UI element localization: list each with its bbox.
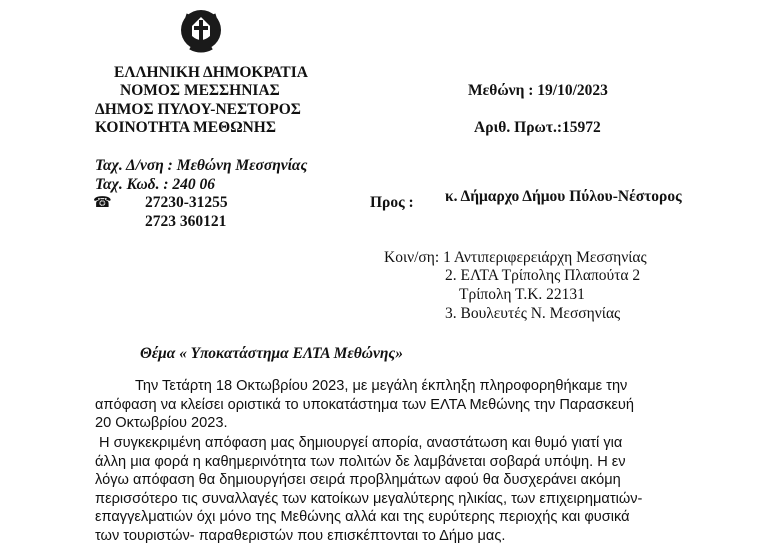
- letterhead-line-1: ΕΛΛΗΝΙΚΗ ΔΗΜΟΚΡΑΤΙΑ: [114, 64, 308, 81]
- contact-postal-code: Ταχ. Κωδ. : 240 06: [95, 176, 216, 193]
- body-line: άλλη μια φορά η καθημερινότητα των πολιτών δε λαμβάνεται σοβαρά υπόψη. Η εν: [95, 453, 626, 470]
- greek-state-emblem-icon: [178, 6, 224, 56]
- letterhead-line-4: ΚΟΙΝΟΤΗΤΑ ΜΕΘΩΝΗΣ: [95, 119, 276, 136]
- body-line: Η συγκεκριμένη απόφαση μας δημιουργεί απορία, αναστάτωση και θυμό γιατί για: [95, 435, 623, 451]
- cc-line-2: 2. ΕΛΤΑ Τρίπολης Πλαπούτα 2: [445, 267, 641, 284]
- protocol-number: Αριθ. Πρωτ.:15972: [474, 119, 601, 136]
- body-paragraph-1: [95, 377, 707, 433]
- cc-line-3: Τρίπολη Τ.Κ. 22131: [459, 286, 585, 303]
- contact-phone-2: 2723 360121: [145, 213, 227, 230]
- place-date: Μεθώνη : 19/10/2023: [468, 82, 608, 99]
- recipient-name: κ. Δήμαρχο Δήμου Πύλου-Νέστορος: [445, 188, 682, 205]
- body-line: επαγγελματιών όχι μόνο της Μεθώνης αλλά και της ευρύτερης περιοχής και φυσικά: [95, 509, 630, 525]
- body-paragraph-2: [95, 434, 707, 545]
- body-line: 20 Οκτωβρίου 2023.: [95, 415, 228, 431]
- telephone-icon: ☎: [93, 195, 112, 211]
- cc-line-4: 3. Βουλευτές Ν. Μεσσηνίας: [445, 305, 621, 322]
- contact-address: Ταχ. Δ/νση : Μεθώνη Μεσσηνίας: [95, 157, 308, 174]
- body-line: των τουριστών- παραθεριστών που επισκέπτονται το Δήμο μας.: [95, 527, 506, 544]
- body-line: περισσότερο τις συναλλαγές των κατοίκων μεγαλύτερης ηλικίας, των επιχειρηματιών-: [95, 490, 643, 507]
- subject-line: Θέμα « Υποκατάστημα ΕΛΤΑ Μεθώνης»: [140, 345, 404, 362]
- body-line: λόγω απόφαση θα δημιουργήσει σειρά προβλημάτων αφού θα δυσχεράνει ακόμη: [95, 472, 621, 488]
- body-line: απόφαση να κλείσει οριστικά το υποκατάστημα των ΕΛΤΑ Μεθώνης την Παρασκευή: [95, 396, 634, 413]
- letterhead-line-2: ΝΟΜΟΣ ΜΕΣΣΗΝΙΑΣ: [120, 82, 280, 99]
- cc-line-1: Κοιν/ση: 1 Αντιπεριφερειάρχη Μεσσηνίας: [384, 249, 647, 266]
- contact-phone-1: 27230-31255: [145, 194, 228, 211]
- recipient-label: Προς :: [370, 194, 414, 211]
- letterhead-line-3: ΔΗΜΟΣ ΠΥΛΟΥ-ΝΕΣΤΟΡΟΣ: [95, 101, 301, 118]
- body-line: Την Τετάρτη 18 Οκτωβρίου 2023, με μεγάλη έκπληξη πληροφορηθήκαμε την: [135, 378, 628, 394]
